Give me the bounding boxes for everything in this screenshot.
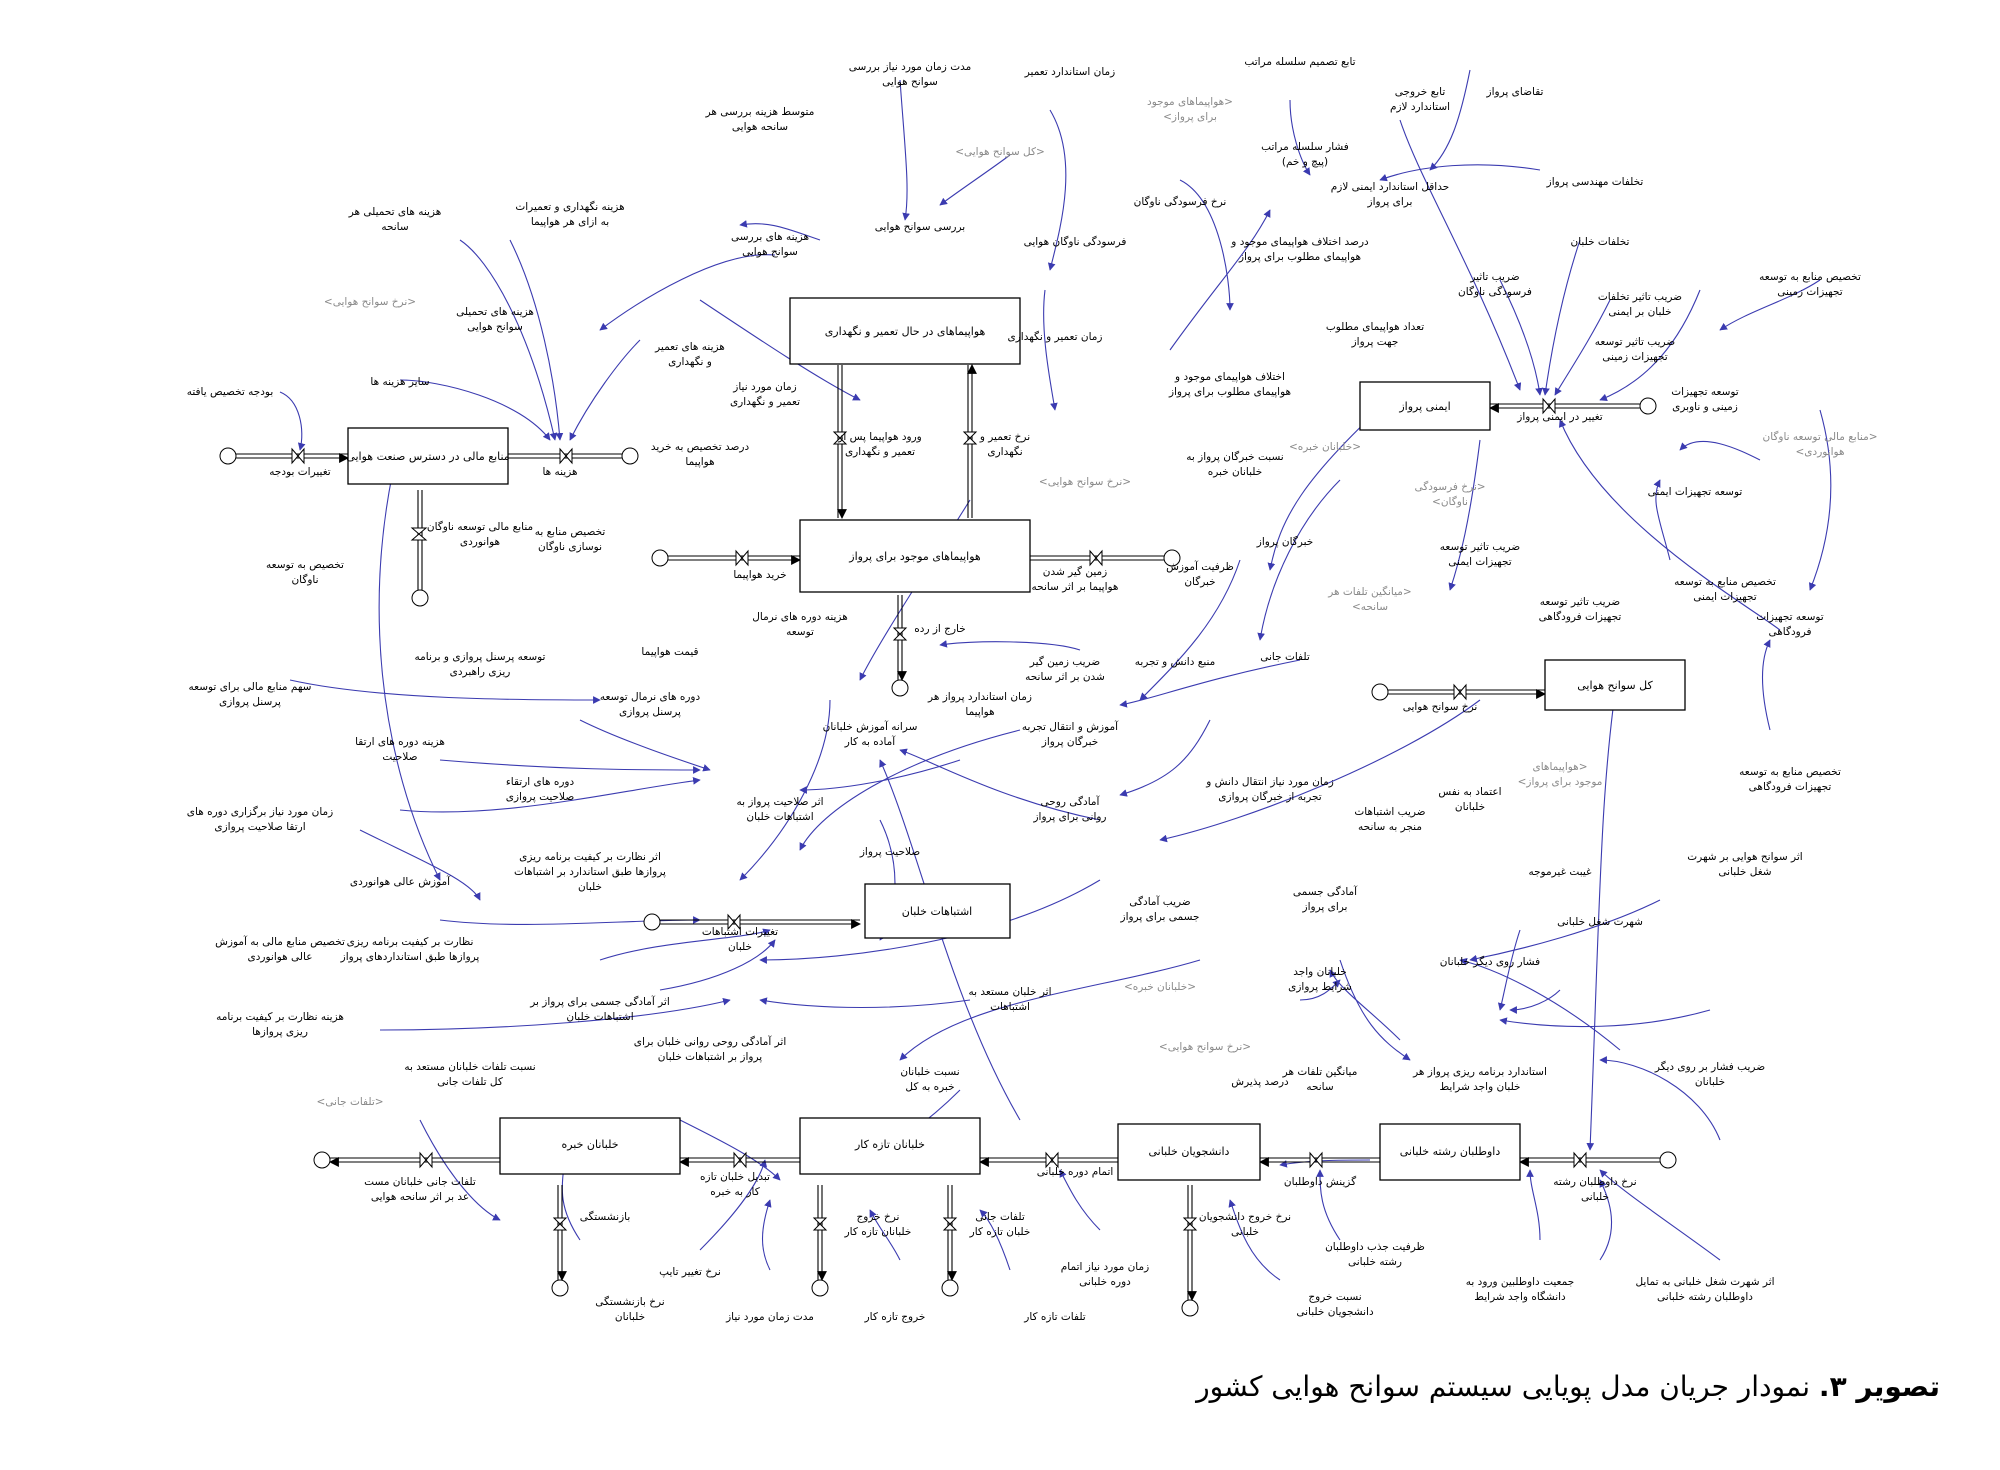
variable-price: قیمت هواپیما [641, 646, 699, 658]
variable-convert: تبدیل خلبان تازه کار به خبره [700, 1171, 770, 1198]
variable-accrate-sh3: <نرخ سوانح هوایی> [1158, 1041, 1252, 1053]
variable-selfconf: اعتماد به نفس خلبانان [1438, 786, 1502, 813]
variable-accrate-sh2: <نرخ سوانح هوایی> [1038, 476, 1132, 488]
variable-unplanned: غیبت غیرموجه [1528, 866, 1592, 878]
stock-fleet [800, 520, 1030, 592]
variable-physcoef: ضریب آمادگی جسمی برای پرواز [1120, 896, 1200, 923]
variable-safetyeqdev: توسعه تجهیزات ایمنی [1647, 486, 1743, 498]
variable-retirement: بازنشستگی [579, 1211, 631, 1223]
variable-maintcost: هزینه های تعمیر و نگهداری [655, 341, 725, 368]
variable-agingcoef: ضریب تاثیر فرسودگی ناوگان [1458, 271, 1532, 298]
variable-upgradetime: زمان مورد نیاز برگزاری دوره های ارتقا صلاحیت پروازی [186, 806, 334, 833]
variable-costs: هزینه ها [542, 466, 578, 478]
variable-allocairport: تخصیص منابع به توسعه تجهیزات فرودگاهی [1739, 766, 1841, 793]
variable-buypct: درصد تخصیص به خرید هواپیما [650, 441, 750, 468]
variable-imposed: هزینه های تحمیلی سوانح هوایی [456, 306, 534, 333]
variable-fatal-sh: <میانگین تلفات هر سانحه> [1328, 586, 1412, 613]
variable-normalcost: هزینه دوره های نرمال توسعه [752, 611, 848, 638]
variable-retiretime: زمان استاندارد پرواز هر هواپیما [928, 691, 1032, 718]
stock-maint [790, 298, 1020, 364]
variable-mentaleff: اثر آمادگی روحی روانی خلبان برای پرواز بر اشتباهات خلبان [633, 1036, 787, 1063]
variable-airportcoef: ضریب تاثیر توسعه تجهیزات فرودگاهی [1538, 596, 1622, 623]
variable-expert-sh2: <خلبانان خبره> [1123, 981, 1197, 993]
variable-reviewtime: مدت زمان مورد نیاز بررسی سوانح هوایی [848, 61, 972, 88]
variable-fameapply: اثر شهرت شغل خلبانی به تمایل داوطلبان رشته خلبانی [1635, 1276, 1775, 1303]
variable-stdplan: استاندارد برنامه ریزی پرواز هر خلبان واجد شرایط [1413, 1066, 1547, 1093]
variable-expert-sh1: <خلبانان خبره> [1288, 441, 1362, 453]
variable-aging: فرسودگی ناوگان هوایی [1023, 236, 1127, 248]
variable-fatalavg: میانگین تلفات هر سانحه [1282, 1066, 1358, 1093]
variable-exitnew: خروج تازه کار [864, 1311, 926, 1323]
variable-imposedper: هزینه های تحمیلی هر سانحه [348, 206, 442, 233]
variable-retire: خارج از رده [914, 623, 966, 635]
variable-mental: آمادگی روحی روانی برای پرواز [1033, 796, 1107, 823]
variable-agingrate: نرخ فرسودگی ناوگان [1133, 196, 1227, 208]
stock-finance-label: منابع مالی در دسترس صنعت هوایی [346, 450, 510, 463]
variable-errprone: اثر خلبان مستعد به اشتباهات [968, 986, 1052, 1013]
variable-groundcoef: ضریب زمین گیر شدن بر اثر سانحه [1025, 656, 1105, 683]
variable-errprop: نسبت تلفات خلبانان مستعد به کل تلفات جانی [404, 1061, 536, 1088]
variable-fleet-sh2: <هواپیماهای موجود برای پرواز> [1517, 761, 1603, 788]
variable-safetychange: تغییر در ایمنی پرواز [1517, 411, 1603, 423]
variable-supervise: نظارت بر کیفیت برنامه ریزی پروازها طبق استانداردهای پرواز [340, 936, 480, 963]
variable-expratio: نسبت خبرگان پرواز به خلبانان خبره [1186, 451, 1284, 478]
caption-text: نمودار جریان مدل پویایی سیستم سوانح هوایی کشور [1196, 1370, 1811, 1403]
variable-engviol: تخلفات مهندسی پرواز [1546, 176, 1644, 188]
variable-accfame: اثر سوانح هوایی بر شهرت شغل خلبانی [1687, 851, 1803, 878]
variable-supervisecost: هزینه نظارت بر کیفیت برنامه ریزی پروازها [216, 1011, 344, 1038]
variable-applicantrate: نرخ داوطلبان رشته خلبانی [1553, 1176, 1637, 1203]
stock-expert [500, 1118, 680, 1174]
variable-studexit2: نسبت خروج دانشجویان خلبانی [1296, 1291, 1374, 1318]
stock-fleet-label: هواپیماهای موجود برای پرواز [849, 550, 981, 563]
variable-finfleet: منابع مالی توسعه ناوگان هوانوردی [426, 521, 534, 548]
variable-pilotviol: تخلفات خلبان [1570, 236, 1630, 248]
variable-transfertime: زمان مورد نیاز انتقال دانش و تجربه از خبرگان پروازی [1206, 776, 1334, 803]
stock-errors [865, 884, 1010, 938]
stock-accidents-label: کل سوانح هوایی [1577, 679, 1653, 692]
variable-presscoef: ضریب فشار بر روی دیگر خلبانان [1654, 1061, 1766, 1088]
variable-selection: گزینش داوطلبان [1283, 1176, 1357, 1188]
variable-budgetchange: تغییرات بودجه [269, 466, 331, 478]
stock-maint-label: هواپیماهای در حال تعمیر و نگهداری [824, 325, 986, 338]
variable-convtime: مدت زمان مورد نیاز [726, 1311, 814, 1323]
variable-inflow: ورود هواپیما پس از تعمیر و نگهداری [838, 431, 922, 458]
variable-fataldeath: تلفات جانی خلبانان مست عد بر اثر سانحه هوایی [364, 1176, 476, 1203]
variable-fatal-sh2: <تلفات جانی> [316, 1096, 384, 1108]
variable-allocground: تخصیص منابع به توسعه تجهیزات زمینی [1759, 271, 1861, 298]
variable-hierfunc: تابع تصمیم سلسله مراتب [1244, 56, 1356, 68]
stock-applicant-label: داوطلبان رشته خلبانی [1399, 1145, 1501, 1158]
stock-student [1118, 1124, 1260, 1180]
variable-physicaleff: اثر آمادگی جسمی برای پرواز بر اشتباهات خلبان [530, 996, 670, 1023]
variable-sharestaff: سهم منابع مالی برای توسعه پرسنل پروازی [188, 681, 312, 708]
variable-buy: خرید هواپیما [733, 569, 787, 581]
variable-normalcourse: دوره های نرمال توسعه پرسنل پروازی [599, 691, 701, 718]
variable-expcap: ظرفیت آموزش خبرگان [1166, 561, 1234, 588]
variable-avgreview: متوسط هزینه بررسی هر سانحه هوایی [705, 106, 815, 133]
variable-capacity: ظرفیت جذب داوطلبان رشته خلبانی [1325, 1241, 1425, 1268]
variable-upgrade: دوره های ارتقاء صلاحیت پروازی [505, 776, 575, 803]
variable-stdfunc: تابع خروجی استاندارد لازم [1389, 86, 1451, 113]
stock-novice-label: خلبانان تازه کار [855, 1138, 925, 1151]
variable-experts: خبرگان پرواز [1256, 536, 1314, 548]
variable-expertshare: آموزش و انتقال تجربه خبرگان پرواز [1021, 721, 1119, 748]
variable-devstaff: توسعه پرسنل پروازی و برنامه ریزی راهبردی [414, 651, 546, 678]
variable-peerpress: فشار روی دیگر خلبانان [1439, 956, 1541, 968]
variable-convrate: نرخ تغییر تایپ [659, 1266, 721, 1278]
variable-errchange: تغییرات اشتباهات خلبان [701, 926, 779, 953]
variable-qual: صلاحیت پرواز [859, 846, 921, 858]
variable-fatal: تلفات جانی [1260, 651, 1310, 663]
variable-groundcoef2: ضریب تاثیر توسعه تجهیزات زمینی [1594, 336, 1676, 363]
figure-caption [1196, 1370, 1940, 1403]
variable-safetyeqcoef: ضریب تاثیر توسعه تجهیزات ایمنی [1439, 541, 1521, 568]
variable-expratio2: نسبت خلبانان خبره به کل [900, 1066, 960, 1093]
variable-airportdev: توسعه تجهیزات فرودگاهی [1756, 611, 1824, 638]
variable-supervise-eff: اثر نظارت بر کیفیت برنامه ریزی پروازها طبق استاندارد بر اشتباهات خلبان [514, 851, 666, 893]
variable-timeneeded: زمان مورد نیاز تعمیر و نگهداری [729, 381, 801, 408]
variable-higheredu: آموزش عالی هوانوردی [349, 876, 451, 888]
variable-knowledge: منبع دانش و تجربه [1134, 656, 1216, 668]
variable-diff: اختلاف هواپیمای موجود و هواپیمای مطلوب برای پرواز [1168, 371, 1292, 398]
variable-pool: جمعیت داوطلبین ورود به دانشگاه واجد شرایط [1465, 1276, 1575, 1303]
variable-allochigher: تخصیص منابع مالی به آموزش عالی هوانوردی [215, 936, 345, 963]
variable-fleet-sh: <هواپیماهای موجود برای پرواز> [1147, 96, 1233, 123]
variable-maintper: هزینه نگهداری و تعمیرات به ازای هر هواپیما [515, 201, 625, 228]
variable-noviceexit: نرخ خروج خلبانان تازه کار [844, 1211, 912, 1238]
variable-novicefatal2: تلفات تازه کار [1024, 1311, 1086, 1323]
variable-accrate-sh1: <نرخ سوانح هوایی> [323, 296, 417, 308]
variable-maintrate: نرخ تعمیر و نگهداری [979, 431, 1031, 458]
stock-novice [800, 1118, 980, 1174]
variable-pertrain: سرانه آموزش خلبانان آماده به کار [822, 721, 918, 748]
variable-physical: آمادگی جسمی برای پرواز [1292, 886, 1358, 913]
variable-retirerate: نرخ بازنشستگی خلبانان [595, 1296, 665, 1323]
variable-diffpct: درصد اختلاف هواپیمای موجود و هواپیمای مطلوب برای پرواز [1231, 236, 1369, 263]
variable-allocrenew: تخصیص منابع به نوسازی ناوگان [534, 526, 606, 553]
stock-errors-label: اشتباهات خلبان [901, 905, 973, 918]
variable-fame: شهرت شغل خلبانی [1557, 916, 1643, 928]
stock-accidents [1545, 660, 1685, 710]
stock-student-label: دانشجویان خلبانی [1148, 1145, 1230, 1158]
variable-errorrate: ضریب اشتباهات منجر به سانحه [1354, 806, 1426, 833]
variable-studexit: نرخ خروج دانشجویان خلبانی [1198, 1211, 1292, 1238]
variable-upgradecost: هزینه دوره های ارتقا صلاحیت [355, 736, 445, 763]
variable-stdreq: حداقل استاندارد ایمنی لازم برای پرواز [1330, 181, 1450, 208]
variable-grounddev: توسعه تجهیزات زمینی و ناوبری [1671, 386, 1739, 413]
variable-stdtime: زمان استاندارد تعمیر [1024, 66, 1116, 78]
variable-hierarchy: فشار سلسله مراتب (پیچ و خم) [1261, 141, 1349, 168]
stock-safety [1360, 382, 1490, 430]
variable-budget: بودجه تخصیص یافته [186, 386, 274, 398]
variable-novicefatal: تلفات جانی خلبان تازه کار [969, 1211, 1031, 1238]
variable-maintime: زمان تعمیر و نگهداری [1007, 331, 1103, 343]
variable-allocsafety: تخصیص منابع به توسعه تجهیزات ایمنی [1674, 576, 1776, 603]
variable-admit: درصد پذیرش [1231, 1076, 1289, 1088]
stock-expert-label: خلبانان خبره [561, 1138, 619, 1151]
variable-totalacc-sh: <کل سوانح هوایی> [955, 146, 1045, 158]
variable-review: بررسی سوانح هوایی [874, 221, 966, 233]
variable-desired: تعداد هواپیمای مطلوب جهت پرواز [1325, 321, 1425, 348]
variable-pilotqual: اثر صلاحیت پرواز به اشتباهات خلبان [736, 796, 824, 823]
variable-othercosts: سایر هزینه ها [370, 376, 430, 388]
variable-pilotviolcoef: ضریب تاثیر تخلفات خلبان بر ایمنی [1597, 291, 1683, 318]
caption-number: تصویر ۳. [1818, 1370, 1940, 1403]
variable-agingrate-sh: <نرخ فرسودگی ناوگان> [1414, 481, 1486, 508]
variable-allocfleet: تخصیص به توسعه ناوگان [266, 559, 344, 586]
stock-applicant [1380, 1124, 1520, 1180]
variable-grounded: زمین گیر شدن هواپیما بر اثر سانحه [1031, 566, 1119, 593]
variable-reviewcost: هزینه های بررسی سوانح هوایی [730, 231, 810, 258]
variable-accrate: نرخ سوانح هوایی [1402, 701, 1478, 713]
variable-demand: تقاضای پرواز [1486, 86, 1544, 98]
stock-finance [346, 428, 510, 484]
variable-eligible: خلبانان واجد شرایط پروازی [1288, 966, 1352, 993]
variable-finfleet-sh: <منابع مالی توسعه ناوگان هوانوردی> [1762, 431, 1878, 458]
variable-gradtime: زمان مورد نیاز اتمام دوره خلبانی [1060, 1261, 1150, 1288]
stock-safety-label: ایمنی پرواز [1399, 400, 1451, 413]
variable-graduate: اتمام دوره خلبانی [1036, 1166, 1114, 1178]
